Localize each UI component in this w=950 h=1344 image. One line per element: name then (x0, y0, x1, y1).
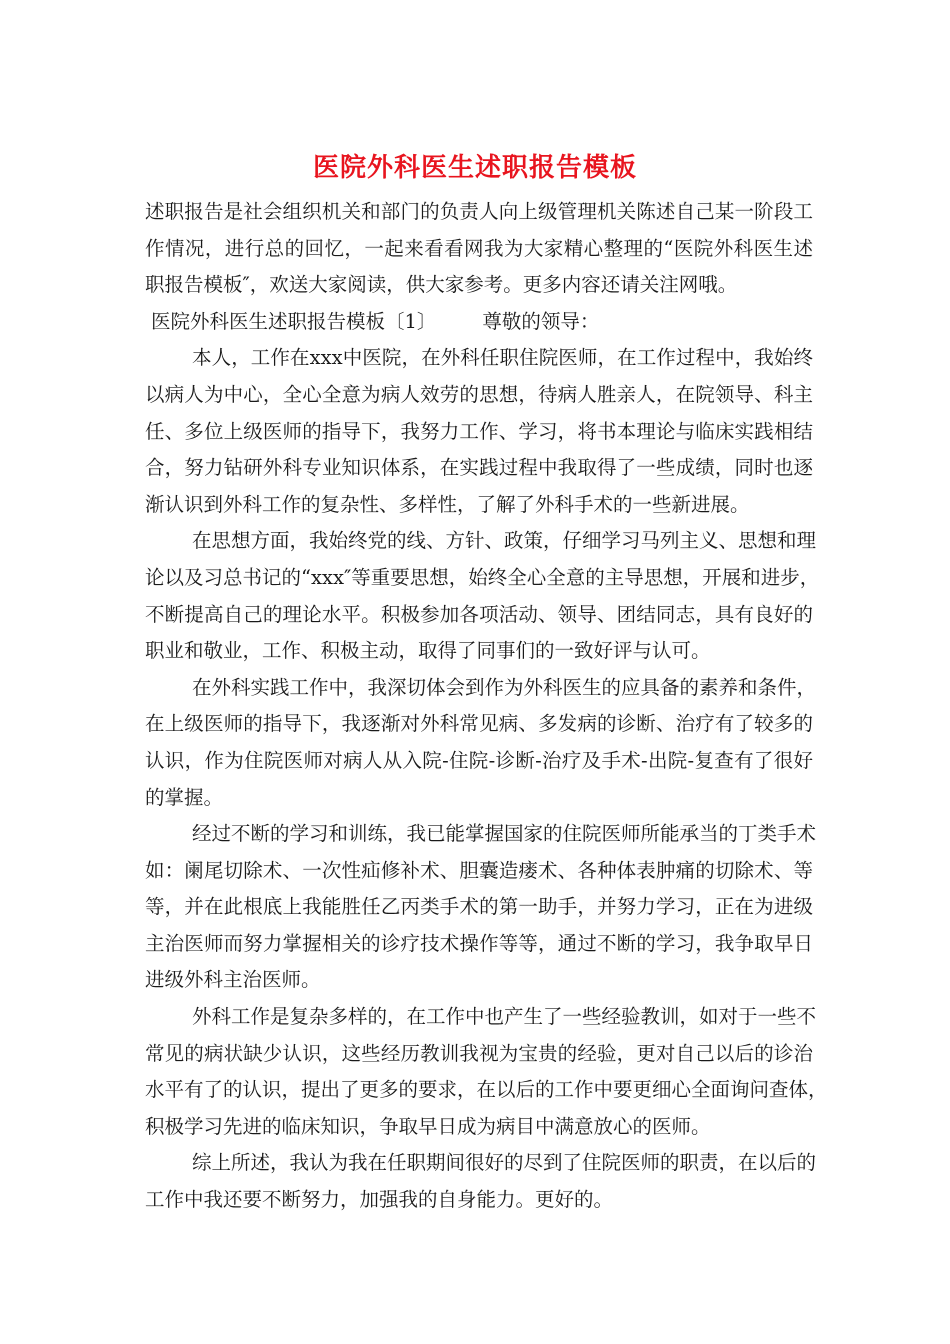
intro-paragraph (145, 194, 813, 304)
paragraph-3 (145, 670, 817, 816)
text-line: 渐认识到外科工作的复杂性、多样性，了解了外科手术的一些新进展。 (145, 492, 750, 516)
text-line: 认识，作为住院医师对病人从入院-住院-诊断-治疗及手术-出院-复查有了很好 (145, 748, 813, 772)
paragraph-5 (145, 999, 828, 1145)
text-line: 工作中我还要不断努力，加强我的自身能力。更好的。 (145, 1188, 614, 1212)
section-subheading (145, 304, 813, 341)
paragraph-1 (145, 340, 813, 523)
text-line: 积极学习先进的临床知识，争取早日成为病目中满意放心的医师。 (145, 1114, 711, 1138)
document-body (145, 194, 828, 1219)
paragraph-4 (145, 816, 817, 999)
subheading-label: 医院外科医生述职报告模板〔1〕 (151, 309, 437, 333)
paragraph-6 (145, 1145, 817, 1218)
text-line: 进级外科主治医师。 (145, 968, 321, 992)
text-line: 水平有了的认识，提出了更多的要求，在以后的工作中要更细心全面询问查体， (145, 1078, 828, 1102)
text-line: 在思想方面，我始终党的线、方针、政策，仔细学习马列主义、思想和理 (192, 529, 817, 553)
text-line: 主治医师而努力掌握相关的诊疗技术操作等等，通过不断的学习，我争取早日 (145, 931, 813, 955)
text-line: 等，并在此根底上我能胜任乙丙类手术的第一助手，并努力学习，正在为进级 (145, 895, 813, 919)
text-line: 的掌握。 (145, 785, 224, 809)
text-line: 合，努力钻研外科专业知识体系，在实践过程中我取得了一些成绩，同时也逐 (145, 456, 813, 480)
text-line: 职业和敬业，工作、积极主动，取得了同事们的一致好评与认可。 (145, 639, 711, 663)
text-line: 论以及习总书记的“xxx″等重要思想，始终全心全意的主导思想，开展和进步， (145, 565, 820, 589)
text-line: 综上所述，我认为我在任职期间很好的尽到了住院医师的职责，在以后的 (192, 1151, 817, 1175)
text-line: 本人，工作在xxx中医院，在外科任职住院医师，在工作过程中，我始终 (192, 346, 813, 370)
text-line: 作情况，进行总的回忆，一起来看看网我为大家精心整理的“医院外科医生述 (145, 236, 813, 260)
text-line: 以病人为中心，全心全意为病人效劳的思想，待病人胜亲人，在院领导、科主 (145, 382, 813, 406)
text-line: 经过不断的学习和训练，我已能掌握国家的住院医师所能承当的丁类手术 (192, 822, 817, 846)
paragraph-2 (145, 523, 820, 669)
text-line: 职报告模板″，欢送大家阅读，供大家参考。更多内容还请关注网哦。 (145, 273, 738, 297)
text-line: 在上级医师的指导下，我逐渐对外科常见病、多发病的诊断、治疗有了较多的 (145, 712, 813, 736)
text-line: 常见的病状缺少认识，这些经历教训我视为宝贵的经验，更对自己以后的诊治 (145, 1041, 813, 1065)
text-line: 不断提高自己的理论水平。积极参加各项活动、领导、团结同志，具有良好的 (145, 602, 813, 626)
greeting: 尊敬的领导： (482, 309, 600, 333)
text-line: 在外科实践工作中，我深切体会到作为外科医生的应具备的素养和条件， (192, 675, 817, 699)
text-line: 如：阑尾切除术、一次性疝修补术、胆囊造瘘术、各种体表肿痛的切除术、等 (145, 858, 813, 882)
document-title: 医院外科医生述职报告模板 (312, 153, 637, 183)
text-line: 任、多位上级医师的指导下，我努力工作、学习，将书本理论与临床实践相结 (145, 419, 813, 443)
text-line: 述职报告是社会组织机关和部门的负责人向上级管理机关陈述自己某一阶段工 (145, 200, 813, 223)
text-line: 外科工作是复杂多样的，在工作中也产生了一些经验教训，如对于一些不 (192, 1005, 817, 1029)
